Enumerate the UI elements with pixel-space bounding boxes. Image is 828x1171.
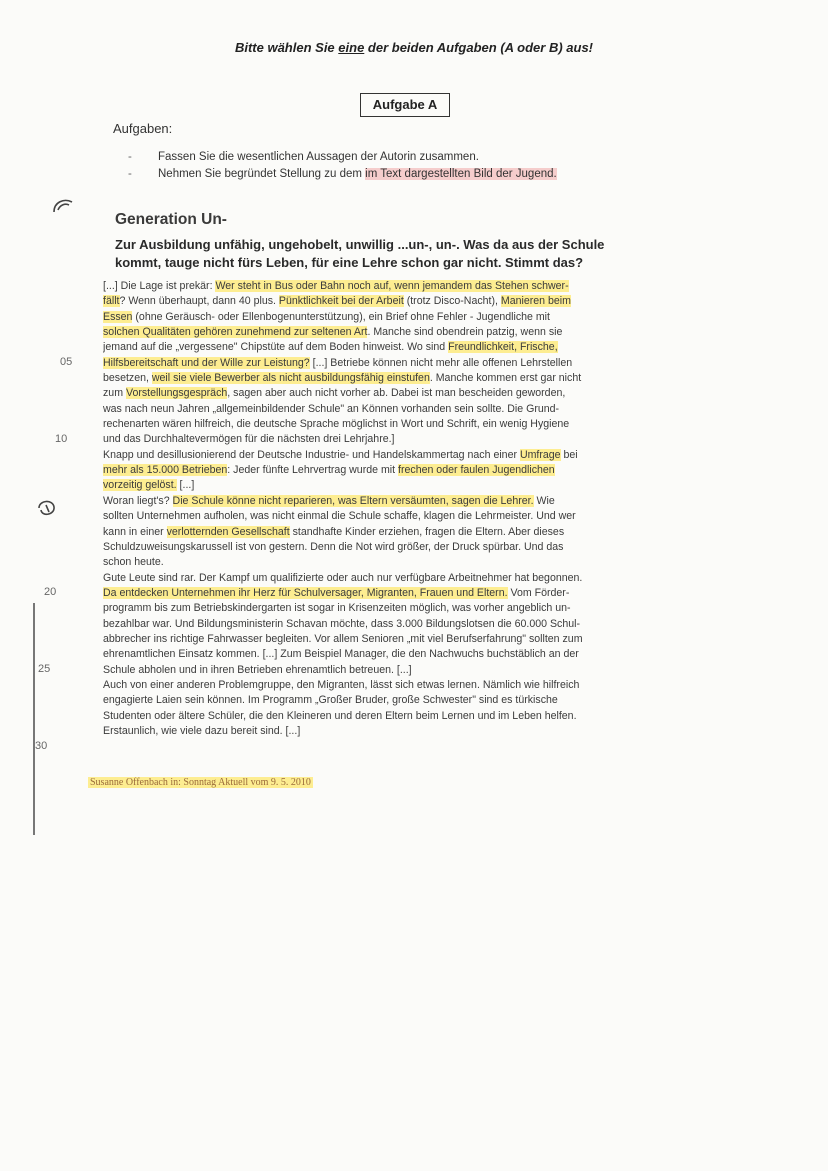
- line-number: 25: [38, 662, 51, 675]
- article-line: sollten Unternehmen aufholen, was nicht einmal die Schule schaffe, klagen die Lehrmeister. Und wer: [103, 510, 576, 523]
- article-line: Gute Leute sind rar. Der Kampf um qualifizierte oder auch nur verfügbare Arbeitnehmer hat begonnen.: [103, 571, 583, 584]
- highlighted-phrase: verlotternden Gesellschaft: [166, 525, 290, 538]
- highlighted-phrase: weil sie viele Bewerber als nicht ausbildungsfähig einstufen: [151, 372, 430, 385]
- task-item-text: Fassen Sie die wesentlichen Aussagen der Autorin zusammen.: [158, 151, 479, 163]
- line-number: 30: [35, 739, 48, 752]
- article-line: programm bis zum Betriebskindergarten ist sogar in Krisenzeiten möglich, was vorher angeblich un-: [103, 602, 571, 615]
- task-a-label: Aufgabe A: [360, 93, 450, 117]
- article-line: Schuldzuweisungskarussell ist von gestern. Denn die Not wird größer, der Druck spürbar. Und das: [103, 540, 564, 553]
- article-line: Knapp und desillusionierend der Deutsche Industrie- und Handelskammertag nach einer Umfrage bei: [103, 448, 578, 461]
- article-title: Generation Un-: [115, 211, 227, 228]
- line-number: 20: [44, 586, 57, 598]
- highlighted-phrase: vorzeitig gelöst.: [103, 479, 177, 492]
- highlighted-phrase: Umfrage: [519, 448, 561, 461]
- highlighted-phrase: Manieren beim: [500, 295, 571, 308]
- task-item-highlight: im Text dargestellten Bild der Jugend.: [365, 168, 557, 180]
- article-line: Auch von einer anderen Problemgruppe, den Migranten, lässt sich etwas lernen. Nämlich wie hilfreich: [103, 678, 580, 691]
- article-line: fällt? Wenn überhaupt, dann 40 plus. Pünktlichkeit bei der Arbeit (trotz Disco-Nacht), Manieren beim: [103, 295, 571, 308]
- subtitle-line: Zur Ausbildung unfähig, ungehobelt, unwillig ...un-, un-. Was da aus der Schule: [115, 237, 605, 252]
- article-line: besetzen, weil sie viele Bewerber als nicht ausbildungsfähig einstufen. Manche kommen erst gar nicht: [103, 372, 582, 385]
- instruction-text-end: der beiden Aufgaben (A oder B) aus!: [364, 40, 594, 55]
- article-line: kann in einer verlotternden Gesellschaft standhafte Kinder erziehen, fragen die Eltern. Aber dieses: [103, 525, 565, 538]
- instruction-text-start: Bitte wählen Sie: [234, 40, 339, 55]
- article-subtitle: [115, 236, 705, 272]
- article-line: zum Vorstellungsgespräch, sagen aber auch nicht vorher ab. Dabei ist man bescheiden geworden,: [103, 387, 566, 400]
- highlighted-phrase: Hilfsbereitschaft und der Wille zur Leistung?: [103, 356, 310, 369]
- line-number: 10: [55, 432, 68, 445]
- article-line: [...] Die Lage ist prekär: Wer steht in Bus oder Bahn noch auf, wenn jemandem das Stehen schwer-: [103, 280, 569, 292]
- margin-line: [33, 603, 35, 835]
- task-item-text: Nehmen Sie begründet Stellung zu dem: [158, 168, 366, 180]
- task-item-bullet: -: [128, 151, 132, 163]
- article-line: solchen Qualitäten gehören zunehmend zur seltenen Art. Manche sind obendrein patzig, wenn sie: [103, 326, 563, 339]
- highlighted-phrase: fällt: [103, 295, 120, 308]
- article-line: Studenten oder ältere Schüler, die den Kleineren und deren Eltern beim Lernen und im Leben helfen.: [103, 709, 577, 722]
- article-body: [103, 279, 743, 739]
- article-line: Da entdecken Unternehmen ihr Herz für Schulversager, Migranten, Frauen und Eltern. Vom Förder-: [103, 586, 570, 599]
- article-source: Susanne Offenbach in: Sonntag Aktuell vom 9. 5. 2010: [90, 777, 311, 788]
- handwritten-mark-icon: [50, 196, 76, 218]
- article-line: engagierte Laien sein können. Im Programm „Großer Bruder, große Schwester" sind es türkische: [103, 694, 558, 707]
- article-line: und das Durchhaltevermögen für die nächsten drei Lehrjahre.]: [103, 433, 395, 446]
- task-item: [128, 166, 557, 183]
- article-line: Erstaunlich, wie viele dazu bereit sind. [...]: [103, 724, 301, 737]
- highlighted-phrase: Pünktlichkeit bei der Arbeit: [278, 295, 404, 308]
- article-line: mehr als 15.000 Betrieben: Jeder fünfte Lehrvertrag wurde mit frechen oder faulen Jugendlichen: [103, 464, 555, 477]
- highlighted-phrase: frechen oder faulen Jugendlichen: [398, 464, 555, 477]
- handwritten-mark-icon: [34, 496, 60, 520]
- article-line: Schule abholen und in ihren Betrieben ehrenamtlich betreuen. [...]: [103, 663, 412, 676]
- highlighted-phrase: Wer steht in Bus oder Bahn noch auf, wenn jemandem das Stehen schwer-: [215, 280, 569, 292]
- highlighted-phrase: Da entdecken Unternehmen ihr Herz für Schulversager, Migranten, Frauen und Eltern.: [103, 586, 508, 599]
- article-line: Woran liegt's? Die Schule könne nicht reparieren, was Eltern versäumten, sagen die Lehrer. Wie: [103, 494, 555, 507]
- task-item-bullet: -: [128, 168, 132, 180]
- highlighted-phrase: Die Schule könne nicht reparieren, was Eltern versäumten, sagen die Lehrer.: [172, 494, 534, 507]
- highlighted-phrase: solchen Qualitäten gehören zunehmend zur seltenen Art: [103, 326, 368, 339]
- highlighted-phrase: Essen: [103, 310, 133, 323]
- task-item: [128, 149, 557, 166]
- article-line: bezahlbar war. Und Bildungsministerin Schavan möchte, dass 3.000 Bildungslotsen die 60.000 Schul-: [103, 617, 581, 630]
- article-line: rechenarten wären hilfreich, die deutsche Sprache möglichst in Wort und Schrift, ein wenig Hygiene: [103, 418, 570, 431]
- article-line: was nach neun Jahren „allgemeinbildender Schule" an Können vorhanden sein sollte. Die Grund-: [103, 402, 560, 415]
- exam-instruction: [0, 40, 828, 55]
- article-line: jemand auf die „vergessene" Chipstüte auf dem Boden hinweist. Wo sind Freundlichkeit, Frische,: [103, 341, 558, 354]
- highlighted-phrase: Freundlichkeit, Frische,: [448, 341, 558, 354]
- article-line: abbrecher ins richtige Fahrwasser begleiten. Vor allem Senioren „mit viel Berufserfahrung" sollten zum: [103, 632, 583, 645]
- subtitle-line: kommt, tauge nicht fürs Leben, für eine Lehre schon gar nicht. Stimmt das?: [115, 255, 584, 270]
- article-line: ehrenamtlichen Einsatz kommen. [...] Zum Beispiel Manager, die den Nachwuchs buchstäblich an der: [103, 648, 579, 661]
- tasks-heading: Aufgaben:: [113, 121, 173, 136]
- highlighted-phrase: Vorstellungsgespräch: [125, 387, 228, 400]
- article-line: vorzeitig gelöst. [...]: [103, 479, 195, 492]
- article-line: schon heute.: [103, 556, 164, 569]
- task-list: [128, 149, 557, 183]
- article-line: Hilfsbereitschaft und der Wille zur Leistung? [...] Betriebe können nicht mehr alle offenen Lehrstellen: [103, 356, 573, 369]
- highlighted-phrase: mehr als 15.000 Betrieben: [103, 464, 228, 477]
- line-number: 05: [60, 355, 73, 368]
- instruction-emphasis: eine: [338, 40, 365, 55]
- article-line: Essen (ohne Geräusch- oder Ellenbogenunterstützung), ein Brief ohne Fehler - Jugendliche mit: [103, 310, 550, 323]
